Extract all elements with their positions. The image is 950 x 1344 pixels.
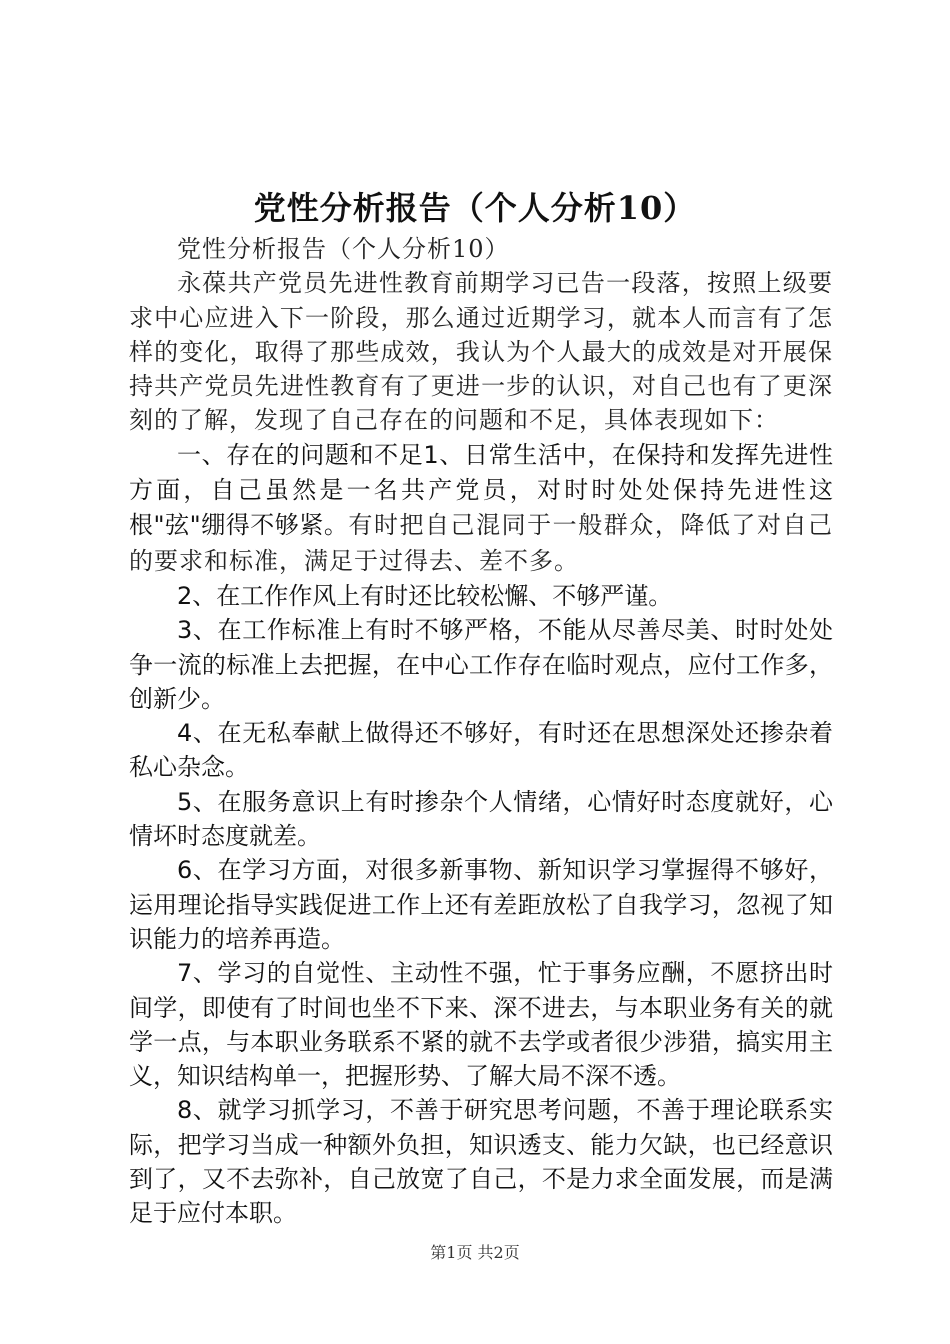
- intro-paragraph: 永葆共产党员先进性教育前期学习已告一段落，按照上级要求中心应进入下一阶段，那么通过近期学习，就本人而言有了怎样的变化，取得了那些成效，我认为个人最大的成效是对开展保持共产党员先进性教育有了更进一步的认识，对自己也有了更深刻的了解，发现了自己存在的问题和不足，具体表现如下：: [129, 269, 833, 435]
- page-footer: 第1页 共2页: [430, 1243, 520, 1262]
- document-body: [129, 232, 833, 1231]
- paragraph-1: [129, 438, 833, 579]
- paragraph-8: 8、就学习抓学习，不善于研究思考问题，不善于理论联系实际，把学习当成一种额外负担，知识透支、能力欠缺，也已经意识到了，又不去弥补，自己放宽了自己，不是力求全面发展，而是满足于应付本职。: [129, 1096, 833, 1228]
- paragraph-6: 6、在学习方面，对很多新事物、新知识学习掌握得不够好，运用理论指导实践促进工作上还有差距放松了自我学习，忽视了知识能力的培养再造。: [129, 856, 833, 953]
- paragraph-5: 5、在服务意识上有时掺杂个人情绪，心情好时态度就好，心情坏时态度就差。: [129, 787, 833, 851]
- subtitle-line: 党性分析报告（个人分析10）: [177, 235, 510, 263]
- document-title: 党性分析报告（个人分析10）: [253, 189, 697, 227]
- paragraph-1-part-a: 一、存在的问题和不足1、日常生活中，在保持和发挥先进性方面，自己虽然是一名共产党员，对时时处处保持先进性这根"弦"绷得不够紧。: [129, 440, 833, 540]
- paragraph-7: 7、学习的自觉性、主动性不强，忙于事务应酬，不愿挤出时间学，即使有了时间也坐不下来、深不进去，与本职业务有关的就学一点，与本职业务联系不紧的就不去学或者很少涉猎，搞实用主义，知识结构单一，把握形势、了解大局不深不透。: [129, 959, 833, 1091]
- paragraph-2: 2、在工作作风上有时还比较松懈、不够严谨。: [177, 581, 673, 610]
- paragraph-4: 4、在无私奉献上做得还不够好，有时还在思想深处还掺杂着私心杂念。: [129, 719, 833, 782]
- paragraph-1-part-b: 有时把自己混同于一般群众，降低了对自己的要求和标准，满足于过得去、差不多。: [129, 511, 834, 575]
- paragraph-3: 3、在工作标准上有时不够严格，不能从尽善尽美、时时处处争一流的标准上去把握，在中心工作存在临时观点，应付工作多，创新少。: [129, 616, 833, 713]
